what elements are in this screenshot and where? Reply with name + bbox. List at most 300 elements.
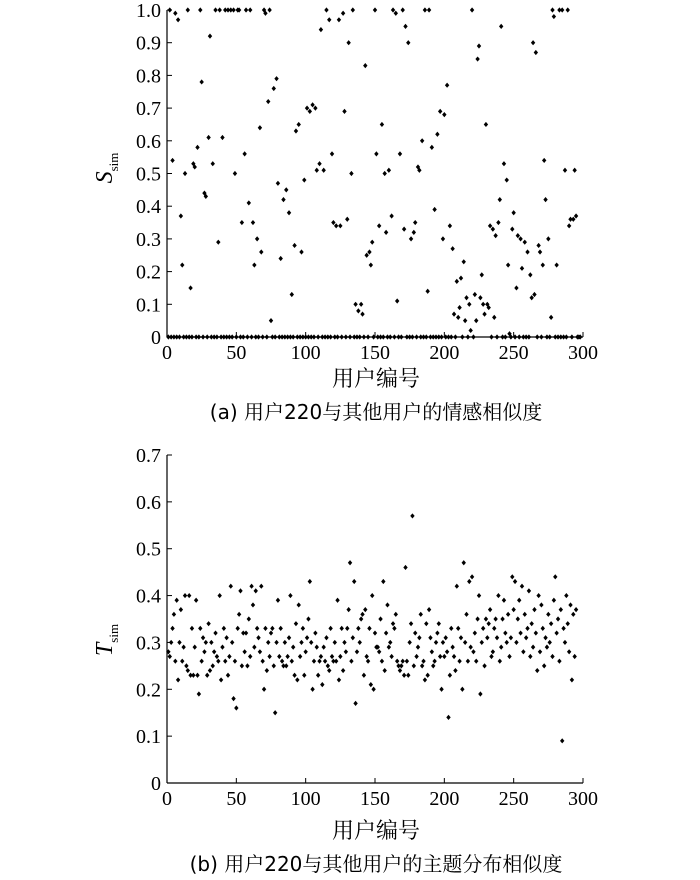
panel-a-data-point xyxy=(430,145,434,150)
panel-b-data-point xyxy=(568,602,572,607)
panel-a-data-point xyxy=(340,334,344,339)
panel-b-data-point xyxy=(270,626,274,631)
panel-b-data-point xyxy=(180,659,184,664)
panel-a-x-tick-label: 150 xyxy=(360,342,390,364)
panel-b-data-point xyxy=(317,659,321,664)
panel-b-data-point xyxy=(466,659,470,664)
panel-a-data-point xyxy=(335,334,339,339)
panel-b-data-point xyxy=(552,598,556,603)
panel-a-data-point xyxy=(258,125,262,130)
panel-a-data-point xyxy=(468,328,472,333)
panel-a-data-point xyxy=(384,230,388,235)
panel-b-data-point xyxy=(492,626,496,631)
panel-b-data-point xyxy=(401,659,405,664)
panel-b-data-point xyxy=(238,588,242,593)
panel-b-data-point xyxy=(380,659,384,664)
panel-a-data-point xyxy=(305,106,309,111)
panel-b-data-point xyxy=(383,668,387,673)
panel-b-data-point xyxy=(425,673,429,678)
panel-a-data-point xyxy=(395,298,399,303)
panel-b-data-point xyxy=(541,626,545,631)
panel-b-data-point xyxy=(370,593,374,598)
panel-b-data-point xyxy=(437,621,441,626)
panel-b-data-point xyxy=(326,663,330,668)
panel-a-data-point xyxy=(294,128,298,133)
panel-b-data-point xyxy=(434,640,438,645)
panel-b-data-point xyxy=(542,663,546,668)
panel-a-data-point xyxy=(313,106,317,111)
panel-b-data-point xyxy=(290,659,294,664)
panel-b-data-point xyxy=(273,710,277,715)
panel-b-data-point xyxy=(327,668,331,673)
panel-a-data-point xyxy=(563,168,567,173)
panel-b-data-point xyxy=(502,598,506,603)
panel-b-y-tick-label: 0.2 xyxy=(136,679,161,702)
panel-a-data-point xyxy=(406,40,410,45)
panel-a-data-point xyxy=(369,262,373,267)
panel-b-data-point xyxy=(276,598,280,603)
panel-b-data-point xyxy=(549,621,553,626)
panel-b-data-point xyxy=(553,574,557,579)
panel-b-data-point xyxy=(277,654,281,659)
panel-a-data-point xyxy=(462,259,466,264)
panel-a-data-point xyxy=(247,200,251,205)
panel-a-data-point xyxy=(572,168,576,173)
panel-a-data-point xyxy=(466,334,470,339)
panel-b-data-point xyxy=(438,654,442,659)
panel-b-data-point xyxy=(481,626,485,631)
panel-b-data-point xyxy=(186,668,190,673)
panel-b-data-point xyxy=(478,691,482,696)
panel-b-data-point xyxy=(323,659,327,664)
panel-a-data-point xyxy=(346,40,350,45)
panel-a-data-point xyxy=(520,266,524,271)
panel-b-data-point xyxy=(303,649,307,654)
panel-b-data-point xyxy=(341,668,345,673)
panel-b-data-point xyxy=(498,659,502,664)
panel-b-x-tick-label: 150 xyxy=(360,788,390,810)
panel-a-data-point xyxy=(290,292,294,297)
panel-b-data-point xyxy=(392,626,396,631)
panel-a-y-tick-label: 0.9 xyxy=(136,32,161,55)
panel-a-data-point xyxy=(179,213,183,218)
panel-b-data-point xyxy=(387,645,391,650)
panel-a-data-point xyxy=(216,240,220,245)
panel-a-data-point xyxy=(484,122,488,127)
panel-a-data-point xyxy=(493,233,497,238)
panel-b-data-point xyxy=(334,659,338,664)
panel-b-data-point xyxy=(444,635,448,640)
panel-a-data-point xyxy=(341,11,345,16)
panel-b-data-point xyxy=(491,649,495,654)
panel-a-data-point xyxy=(342,109,346,114)
panel-b-data-point xyxy=(366,659,370,664)
panel-b-data-point xyxy=(227,654,231,659)
panel-b-data-point xyxy=(574,607,578,612)
panel-b-data-point xyxy=(432,659,436,664)
panel-b-data-point xyxy=(252,645,256,650)
panel-a-y-tick-label: 0.3 xyxy=(136,228,161,251)
panel-a-data-point xyxy=(402,226,406,231)
panel-a-data-point xyxy=(423,7,427,12)
panel-a-data-point xyxy=(248,7,252,12)
panel-a-data-point xyxy=(330,151,334,156)
panel-a-data-point xyxy=(457,305,461,310)
panel-a-data-point xyxy=(242,151,246,156)
panel-b-data-point xyxy=(279,626,283,631)
panel-b-data-point xyxy=(563,640,567,645)
panel-b-data-point xyxy=(529,621,533,626)
panel-a-x-tick-label: 200 xyxy=(429,342,460,364)
panel-a-data-point xyxy=(532,292,536,297)
panel-a-data-point xyxy=(308,109,312,114)
panel-b-data-point xyxy=(181,645,185,650)
panel-b-data-point xyxy=(337,677,341,682)
panel-b-data-point xyxy=(441,640,445,645)
panel-a-data-point xyxy=(560,7,564,12)
panel-b-data-point xyxy=(560,738,564,743)
panel-b-data-point xyxy=(335,598,339,603)
panel-a-data-point xyxy=(273,334,277,339)
panel-b-data-point xyxy=(256,635,260,640)
panel-b-data-point xyxy=(223,659,227,664)
panel-b-data-point xyxy=(247,616,251,621)
panel-a-data-point xyxy=(503,334,507,339)
panel-a-data-point xyxy=(317,161,321,166)
panel-b-data-point xyxy=(388,640,392,645)
panel-b-data-point xyxy=(190,626,194,631)
panel-b-data-point xyxy=(175,598,179,603)
panel-a-data-point xyxy=(319,27,323,32)
panel-a-data-point xyxy=(427,7,431,12)
panel-a-data-point xyxy=(364,253,368,258)
panel-b-data-point xyxy=(356,626,360,631)
panel-b-data-point xyxy=(229,584,233,589)
panel-b-data-point xyxy=(284,663,288,668)
panel-b-data-point xyxy=(511,607,515,612)
panel-b-data-point xyxy=(503,630,507,635)
panel-b-data-point xyxy=(208,668,212,673)
panel-a-points xyxy=(166,7,582,339)
panel-a-data-point xyxy=(173,11,177,16)
panel-b-data-point xyxy=(348,560,352,565)
panel-b-data-point xyxy=(536,593,540,598)
panel-a-data-point xyxy=(176,17,180,22)
panel-a-data-point xyxy=(398,151,402,156)
panel-a-data-point xyxy=(331,220,335,225)
panel-b-data-point xyxy=(489,654,493,659)
panel-b-data-point xyxy=(187,593,191,598)
panel-a-y-tick-label: 0.4 xyxy=(136,196,161,219)
panel-a-data-point xyxy=(574,213,578,218)
panel-b-data-point xyxy=(198,626,202,631)
panel-a-data-point xyxy=(349,171,353,176)
panel-b-data-point xyxy=(201,635,205,640)
panel-b-data-point xyxy=(320,682,324,687)
panel-b-data-point xyxy=(259,584,263,589)
panel-a-data-point xyxy=(244,7,248,12)
panel-a-y-tick-label: 0.7 xyxy=(136,98,161,121)
panel-a-data-point xyxy=(338,223,342,228)
panel-b-data-point xyxy=(234,705,238,710)
panel-b-data-point xyxy=(532,607,536,612)
panel-b-data-point xyxy=(346,607,350,612)
panel-b-data-point xyxy=(324,635,328,640)
panel-b-data-point xyxy=(394,612,398,617)
panel-b-data-point xyxy=(467,579,471,584)
panel-b-data-point xyxy=(456,626,460,631)
panel-a-data-point xyxy=(373,7,377,12)
panel-b-data-point xyxy=(424,621,428,626)
panel-b-data-point xyxy=(245,663,249,668)
panel-a-data-point xyxy=(198,7,202,12)
panel-b-data-point xyxy=(330,654,334,659)
panel-a-data-point xyxy=(230,334,234,339)
panel-b-data-point xyxy=(452,654,456,659)
panel-a-data-point xyxy=(215,334,219,339)
panel-b-data-point xyxy=(521,649,525,654)
panel-b-data-point xyxy=(377,649,381,654)
panel-a-data-point xyxy=(380,122,384,127)
panel-b-data-point xyxy=(557,659,561,664)
panel-b-data-point xyxy=(285,654,289,659)
panel-a-data-point xyxy=(495,334,499,339)
panel-b-data-point xyxy=(301,626,305,631)
panel-a-data-point xyxy=(383,171,387,176)
panel-a-data-point xyxy=(387,168,391,173)
panel-b-data-point xyxy=(471,649,475,654)
panel-b-data-point xyxy=(509,635,513,640)
panel-b-data-point xyxy=(280,659,284,664)
panel-a-data-point xyxy=(456,315,460,320)
panel-a-data-point xyxy=(195,145,199,150)
panel-a-data-point xyxy=(534,50,538,55)
panel-a-data-point xyxy=(539,334,543,339)
panel-b-data-point xyxy=(474,659,478,664)
panel-a-data-point xyxy=(439,334,443,339)
panel-b-data-point xyxy=(572,654,576,659)
panel-b-data-point xyxy=(373,630,377,635)
panel-a-data-point xyxy=(351,7,355,12)
panel-b-data-point xyxy=(309,640,313,645)
panel-b-data-point xyxy=(305,635,309,640)
panel-a-data-point xyxy=(542,158,546,163)
panel-a-data-point xyxy=(363,63,367,68)
panel-b-data-point xyxy=(312,659,316,664)
panel-a-data-point xyxy=(334,223,338,228)
panel-b-data-point xyxy=(442,654,446,659)
panel-a-data-point xyxy=(432,207,436,212)
panel-b-data-point xyxy=(197,691,201,696)
panel-a-data-point xyxy=(180,262,184,267)
panel-a-data-point xyxy=(492,315,496,320)
panel-b-data-point xyxy=(287,635,291,640)
panel-a-data-point xyxy=(567,223,571,228)
panel-b-data-point xyxy=(364,654,368,659)
panel-a-x-tick-label: 50 xyxy=(226,342,247,364)
panel-b-data-point xyxy=(315,645,319,650)
panel-a-data-point xyxy=(496,220,500,225)
panel-a-data-point xyxy=(460,334,464,339)
panel-b-data-point xyxy=(482,663,486,668)
panel-b-data-point xyxy=(249,584,253,589)
panel-b-data-point xyxy=(539,602,543,607)
panel-b-data-point xyxy=(559,607,563,612)
panel-a-data-point xyxy=(252,262,256,267)
panel-a-y-tick-label: 0.6 xyxy=(136,130,161,153)
panel-a-data-point xyxy=(358,334,362,339)
panel-a-data-point xyxy=(538,249,542,254)
panel-a-data-point xyxy=(482,312,486,317)
panel-b-data-point xyxy=(251,602,255,607)
panel-b-data-point xyxy=(457,659,461,664)
panel-a-ticks xyxy=(136,0,598,364)
panel-b-data-point xyxy=(236,626,240,631)
panel-b-data-point xyxy=(230,640,234,645)
panel-a-data-point xyxy=(188,285,192,290)
panel-a-data-point xyxy=(475,56,479,61)
panel-b-data-point xyxy=(321,645,325,650)
panel-a-data-point xyxy=(543,197,547,202)
panel-a-data-point xyxy=(259,249,263,254)
panel-b-data-point xyxy=(493,616,497,621)
panel-b-data-point xyxy=(561,626,565,631)
panel-b-data-point xyxy=(291,645,295,650)
panel-b-data-point xyxy=(352,579,356,584)
panel-a-data-point xyxy=(506,262,510,267)
panel-a-data-point xyxy=(564,334,568,339)
panel-b-data-point xyxy=(269,630,273,635)
panel-b-data-point xyxy=(340,626,344,631)
panel-b-data-point xyxy=(360,612,364,617)
panel-a-data-point xyxy=(281,197,285,202)
panel-b-data-point xyxy=(506,612,510,617)
panel-a-data-point xyxy=(359,302,363,307)
panel-a-data-point xyxy=(517,334,521,339)
panel-a-data-point xyxy=(441,236,445,241)
panel-b-data-point xyxy=(194,598,198,603)
panel-a-y-tick-label: 0.5 xyxy=(136,163,161,186)
panel-b-data-point xyxy=(464,612,468,617)
panel-a-data-point xyxy=(498,197,502,202)
panel-a-data-point xyxy=(480,272,484,277)
panel-b-data-point xyxy=(398,668,402,673)
panel-b-data-point xyxy=(514,640,518,645)
panel-b-x-tick-label: 100 xyxy=(290,788,321,810)
panel-b-x-tick-label: 0 xyxy=(162,788,172,810)
panel-a-data-point xyxy=(541,262,545,267)
panel-b-data-point xyxy=(212,649,216,654)
panel-b-data-point xyxy=(453,668,457,673)
panel-b-data-point xyxy=(177,640,181,645)
panel-b-data-point xyxy=(351,635,355,640)
panel-b-data-point xyxy=(176,677,180,682)
panel-a-data-point xyxy=(321,168,325,173)
panel-b-data-point xyxy=(421,659,425,664)
panel-b-data-point xyxy=(297,602,301,607)
panel-b-data-point xyxy=(410,513,414,518)
panel-a-data-point xyxy=(315,168,319,173)
panel-b-data-point xyxy=(302,673,306,678)
panel-a-data-point xyxy=(360,312,364,317)
panel-a-data-point xyxy=(502,161,506,166)
panel-a-data-point xyxy=(302,177,306,182)
panel-a-data-point xyxy=(310,102,314,107)
panel-a-data-point xyxy=(491,226,495,231)
panel-b-data-point xyxy=(369,682,373,687)
panel-b-data-point xyxy=(298,654,302,659)
panel-b-data-point xyxy=(550,654,554,659)
panel-b-y-tick-label: 0 xyxy=(151,773,161,795)
panel-a-data-point xyxy=(455,279,459,284)
panel-a-data-point xyxy=(381,334,385,339)
panel-a-data-point xyxy=(241,334,245,339)
panel-a-data-point xyxy=(392,334,396,339)
panel-a-data-point xyxy=(474,318,478,323)
panel-a-data-point xyxy=(527,334,531,339)
panel-b-data-point xyxy=(513,579,517,584)
panel-a-data-point xyxy=(470,7,474,12)
panel-b-data-point xyxy=(507,654,511,659)
panel-a-y-tick-label: 0.1 xyxy=(136,294,161,317)
panel-b-data-point xyxy=(524,635,528,640)
panel-b-data-point xyxy=(405,659,409,664)
panel-b-data-point xyxy=(406,673,410,678)
panel-b-data-point xyxy=(237,612,241,617)
panel-b-data-point xyxy=(548,640,552,645)
panel-a-data-point xyxy=(260,334,264,339)
panel-b-data-point xyxy=(294,621,298,626)
panel-a-data-point xyxy=(401,7,405,12)
panel-b-data-point xyxy=(205,673,209,678)
panel-a-data-point xyxy=(489,334,493,339)
panel-b-data-point xyxy=(448,673,452,678)
panel-b-data-point xyxy=(367,626,371,631)
panel-b-data-point xyxy=(342,640,346,645)
panel-a-data-point xyxy=(525,249,529,254)
panel-a-data-point xyxy=(183,171,187,176)
panel-a-caption: (a) 用户220与其他用户的情感相似度 xyxy=(209,400,543,424)
panel-a-data-point xyxy=(234,334,238,339)
panel-a-data-point xyxy=(265,334,269,339)
panel-a-data-point xyxy=(284,187,288,192)
panel-b-caption: (b) 用户220与其他用户的主题分布相似度 xyxy=(189,852,563,876)
panel-a-data-point xyxy=(445,83,449,88)
panel-a-data-point xyxy=(370,240,374,245)
panel-a-data-point xyxy=(231,7,235,12)
panel-a-data-point xyxy=(197,334,201,339)
panel-b-data-point xyxy=(496,593,500,598)
panel-a-data-point xyxy=(511,210,515,215)
panel-a-data-point xyxy=(471,334,475,339)
panel-b-data-point xyxy=(316,673,320,678)
panel-b-data-point xyxy=(412,663,416,668)
panel-b-data-point xyxy=(254,588,258,593)
panel-a-data-point xyxy=(245,334,249,339)
panel-b-data-point xyxy=(172,612,176,617)
panel-a-data-point xyxy=(442,112,446,117)
panel-a-data-point xyxy=(377,223,381,228)
panel-b-data-point xyxy=(510,574,514,579)
panel-b-data-point xyxy=(262,687,266,692)
panel-b-data-point xyxy=(450,645,454,650)
panel-b-data-point xyxy=(500,616,504,621)
panel-b-data-point xyxy=(211,663,215,668)
panel-b-data-point xyxy=(217,593,221,598)
panel-a-data-point xyxy=(467,302,471,307)
panel-b-y-tick-label: 0.4 xyxy=(136,585,161,608)
panel-b-data-point xyxy=(345,626,349,631)
